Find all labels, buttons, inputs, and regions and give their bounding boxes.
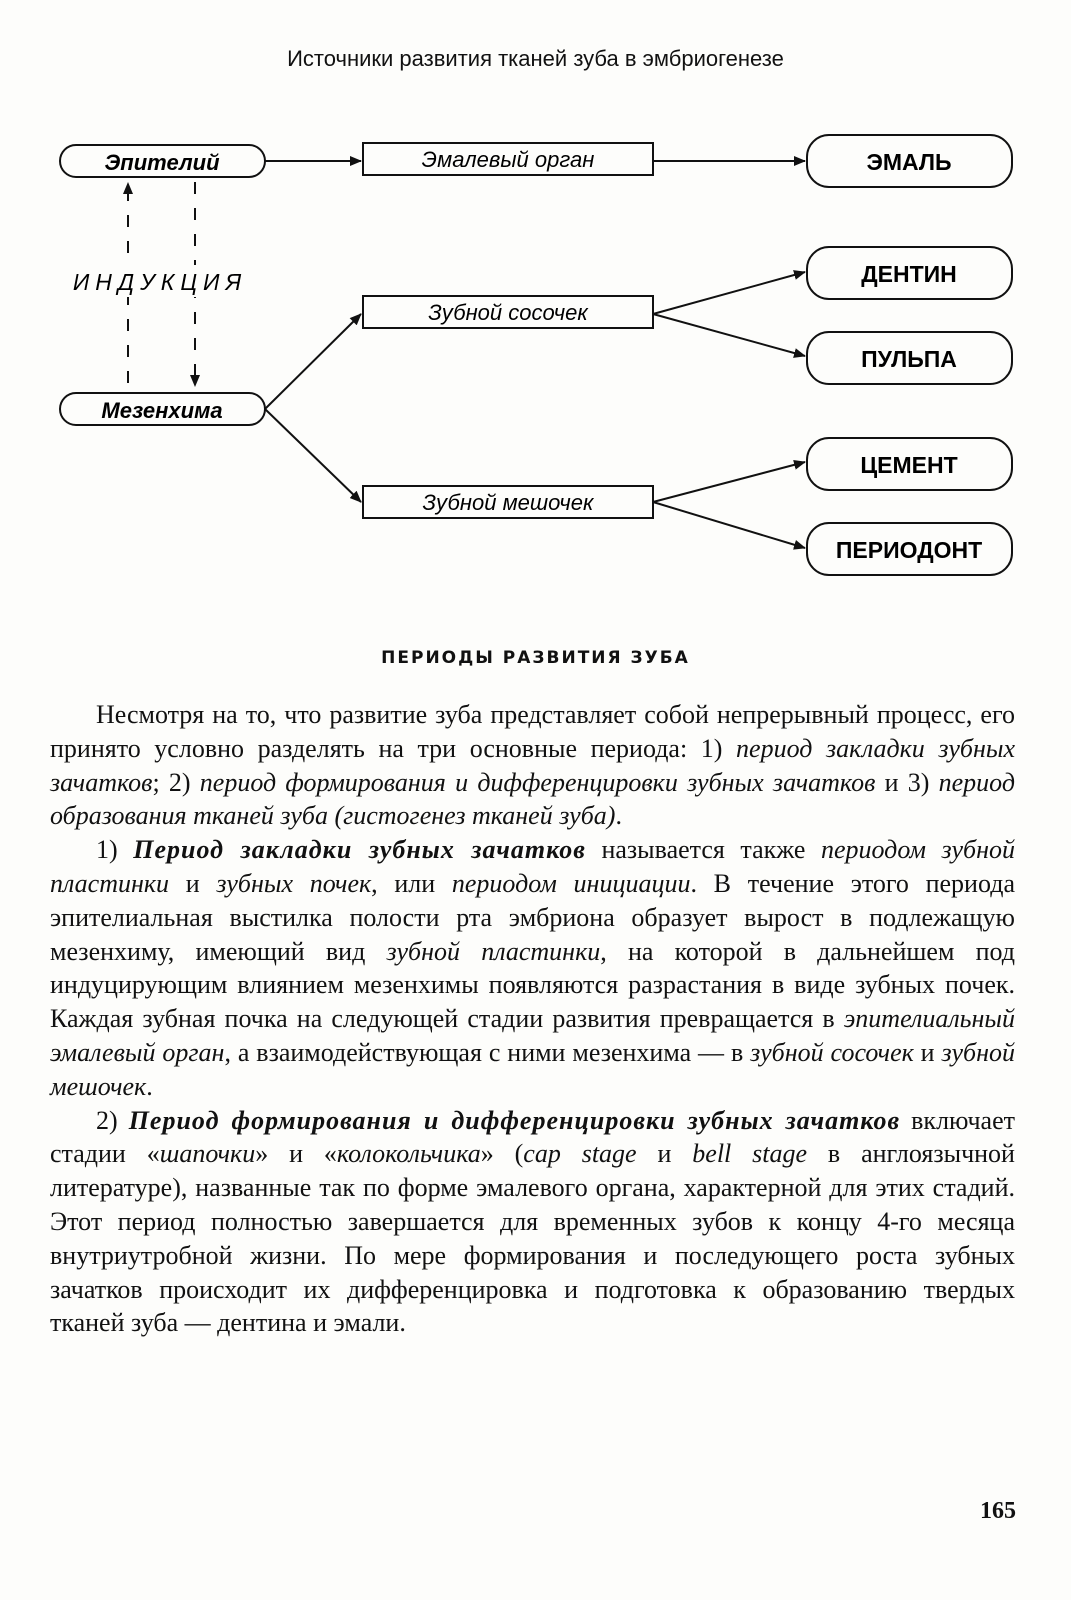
- induction-label: ИНДУКЦИЯ: [72, 269, 248, 295]
- italic-term: зубной сосочек: [750, 1037, 914, 1067]
- arrow-papilla-pulp: [653, 314, 805, 356]
- text-run: » (: [480, 1139, 524, 1169]
- node-cement: [807, 438, 1012, 490]
- node-periodont-label: ПЕРИОДОНТ: [835, 537, 983, 563]
- node-pulp: [807, 332, 1012, 384]
- text-run: Несмотря на то, что развитие зуба представляет собой непрерывный процесс, его принято условно разделять на три основные периода: 1): [50, 700, 1015, 763]
- node-dentin-label: ДЕНТИН: [861, 261, 957, 287]
- italic-term: период образования тканей зуба (гистогенез тканей зуба): [50, 767, 1015, 831]
- text-run: и 3): [875, 767, 939, 797]
- text-run: , на которой в дальнейшем под индуцирующим влиянием мезенхимы появляются разрастания в виде зубных почек. Каждая зубная почка на следующей стадии развития превращается в: [50, 936, 1015, 1034]
- italic-term: зубных почек: [216, 868, 372, 898]
- arrow-papilla-dentin: [653, 272, 805, 314]
- node-enamel: [807, 135, 1012, 187]
- italic-term: периодом инициации: [451, 868, 691, 898]
- box-dental-papilla: [363, 296, 653, 328]
- italic-term: период формирования и дифференцировки зубных зачатков: [199, 767, 876, 797]
- text-run: , или: [371, 868, 452, 898]
- paragraph-period-2: [50, 1104, 1015, 1341]
- italic-term: bell stage: [692, 1139, 808, 1169]
- italic-term: зубной пластинки: [386, 936, 601, 966]
- italic-term: период закладки зубных зачатков: [50, 733, 1016, 797]
- text-run: называется также: [585, 835, 821, 865]
- box-enamel-organ: [363, 143, 653, 175]
- node-mesenchyme-label: Мезенхима: [101, 398, 223, 423]
- text-run: и: [636, 1139, 693, 1169]
- arrow-sac-cement: [653, 462, 805, 502]
- diagram-title: Источники развития тканей зуба в эмбриогенезе: [287, 46, 784, 71]
- tooth-development-diagram: [0, 0, 1071, 600]
- italic-term: cap stage: [523, 1139, 637, 1169]
- arrow-mesenchyme-sac: [265, 409, 361, 502]
- section-heading: ПЕРИОДЫ РАЗВИТИЯ ЗУБА: [381, 648, 690, 668]
- bold-italic-term: Период формирования и дифференцировки зубных зачатков: [128, 1105, 901, 1135]
- node-enamel-label: ЭМАЛЬ: [866, 149, 952, 175]
- node-mesenchyme: [60, 393, 265, 425]
- text-run: 1): [96, 835, 134, 865]
- node-pulp-label: ПУЛЬПА: [861, 346, 957, 372]
- arrow-sac-periodont: [653, 502, 805, 548]
- text-run: , а взаимодействующая с ними мезенхима — в: [224, 1037, 751, 1067]
- text-run: 2): [96, 1105, 129, 1135]
- bold-italic-term: Период закладки зубных зачатков: [133, 835, 586, 865]
- italic-term: зубной мешочек: [50, 1037, 1015, 1101]
- node-epithelium-label: Эпителий: [104, 150, 220, 175]
- paragraph-period-1: [50, 833, 1015, 1103]
- text-run: .: [615, 801, 622, 831]
- node-cement-label: ЦЕМЕНТ: [860, 452, 958, 478]
- text-run: и: [169, 868, 217, 898]
- text-run: .: [146, 1071, 153, 1101]
- italic-term: периодом зубной пластинки: [50, 835, 1015, 898]
- italic-term: эпителиальный эмалевый орган: [50, 1004, 1015, 1067]
- italic-term: колокольчика: [336, 1139, 481, 1169]
- text-run: ; 2): [152, 767, 200, 797]
- node-periodont: [807, 523, 1012, 575]
- paragraph-intro: [50, 698, 1015, 833]
- node-epithelium: [60, 145, 265, 177]
- text-run: включает стадии «: [50, 1105, 1015, 1169]
- box-dental-papilla-label: Зубной сосочек: [428, 300, 588, 325]
- induction-arrows: [58, 182, 268, 386]
- text-run: . В течение этого периода эпителиальная выстилка полости рта эмбриона образует вырост в подлежащую мезенхиму, имеющий вид: [50, 868, 1015, 966]
- text-run: и: [913, 1037, 942, 1067]
- text-run: » и «: [255, 1139, 337, 1169]
- page-number: 165: [980, 1498, 1016, 1524]
- body-text: [50, 698, 1015, 1340]
- italic-term: шапочки: [159, 1139, 256, 1169]
- node-dentin: [807, 247, 1012, 299]
- text-run: в англоязычной литературе), названные так по форме эмалевого органа, характерной для этих стадий. Этот период полностью завершается для временных зубов к концу 4-го месяца внутриутробной жизни. По мере формирования и последующего роста зубных зачатков происходит их дифференцировка и подготовка к образованию твердых тканей зуба — дентина и эмали.: [50, 1139, 1015, 1338]
- box-dental-sac-label: Зубной мешочек: [422, 490, 594, 515]
- box-dental-sac: [363, 486, 653, 518]
- arrow-mesenchyme-papilla: [265, 314, 361, 409]
- box-enamel-organ-label: Эмалевый орган: [421, 147, 595, 172]
